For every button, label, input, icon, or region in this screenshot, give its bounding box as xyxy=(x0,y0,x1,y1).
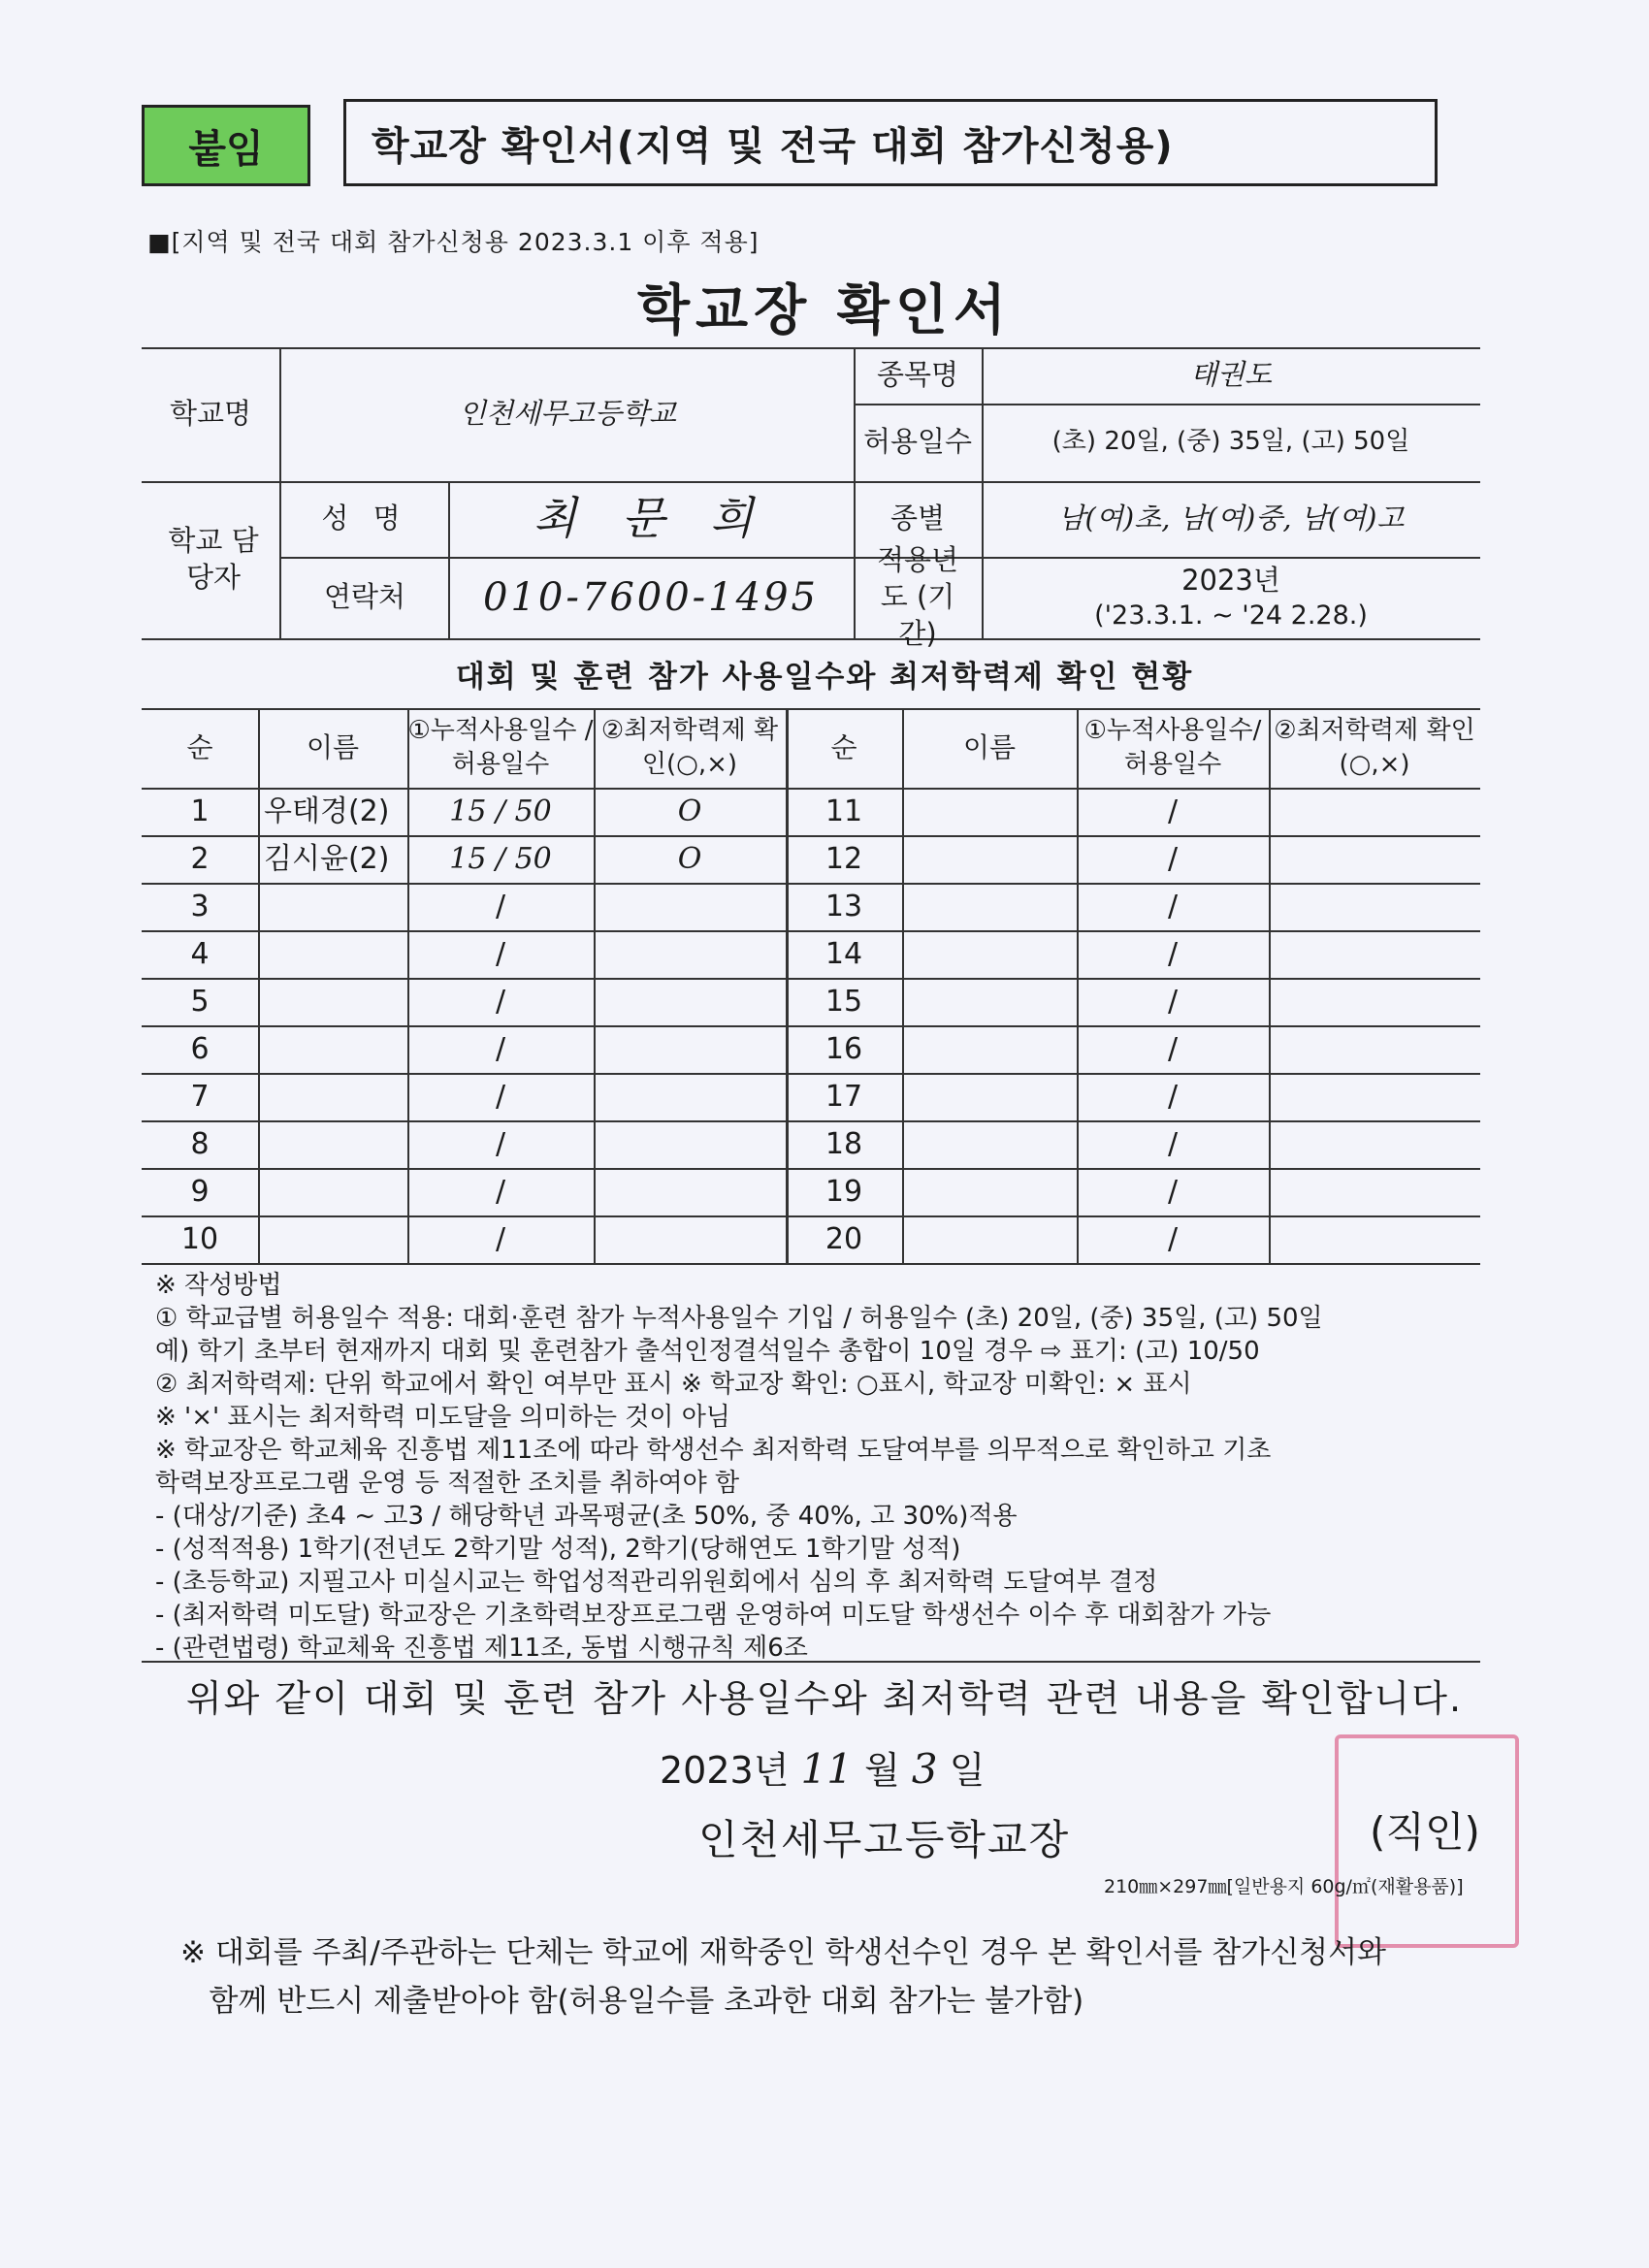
row-academic-check xyxy=(1269,1215,1480,1263)
row-number: 1 xyxy=(190,794,210,828)
header-no: 순 xyxy=(186,731,213,764)
row-days: / xyxy=(1167,1080,1179,1114)
date-day-label: 일 xyxy=(949,1749,986,1792)
row-number: 15 xyxy=(824,985,863,1019)
row-academic-check xyxy=(594,930,786,978)
contact-label: 연락처 xyxy=(323,580,406,614)
header-days-right: ①누적사용일수/ 허용일수 xyxy=(1083,715,1262,779)
row-name xyxy=(258,1168,407,1215)
row-academic-check xyxy=(594,1073,786,1120)
row-academic-check xyxy=(1269,1168,1480,1215)
row-academic-check xyxy=(1269,788,1480,835)
row-number: 9 xyxy=(190,1175,210,1209)
issue-date xyxy=(660,1740,985,1794)
row-academic-check xyxy=(1269,883,1480,930)
row-academic-check xyxy=(594,1025,786,1073)
row-name xyxy=(902,835,1077,883)
header-title: 학교장 확인서(지역 및 전국 대회 참가신청용) xyxy=(343,99,1438,186)
row-days: / xyxy=(1167,1127,1179,1161)
row-number: 13 xyxy=(824,890,863,923)
row-name xyxy=(258,1120,407,1168)
row-days: / xyxy=(1167,794,1179,828)
note-line: ② 최저학력제: 단위 학교에서 확인 여부만 표시 ※ 학교장 확인: ○표시, 학교장 미확인: × 표시 xyxy=(155,1370,1192,1399)
row-days: / xyxy=(495,1080,506,1114)
gender-label: 종별 xyxy=(889,502,946,535)
school-name: 인천세무고등학교 xyxy=(458,397,677,431)
header-no-right: 순 xyxy=(830,731,857,764)
row-days: / xyxy=(1167,1032,1179,1066)
row-number: 3 xyxy=(190,890,210,923)
note-line: - (최저학력 미도달) 학교장은 기초학력보장프로그램 운영하여 미도달 학생선수 이수 후 대회참가 가능 xyxy=(155,1601,1272,1630)
row-number: 14 xyxy=(824,937,863,971)
date-day: 3 xyxy=(911,1745,938,1793)
row-days: 15 / 50 xyxy=(449,842,552,876)
footer-line: ※ 대회를 주최/주관하는 단체는 학교에 재학중인 학생선수인 경우 본 확인서를 참가신청서와 xyxy=(180,1935,1386,1970)
row-name xyxy=(902,930,1077,978)
row-number: 11 xyxy=(824,794,863,828)
row-academic-check xyxy=(594,1120,786,1168)
row-days: / xyxy=(1167,1175,1179,1209)
row-number: 16 xyxy=(824,1032,863,1066)
row-number: 20 xyxy=(824,1222,863,1256)
row-name xyxy=(258,930,407,978)
row-days: / xyxy=(495,1175,506,1209)
year-value: 2023년 xyxy=(1181,563,1280,597)
row-name xyxy=(902,788,1077,835)
row-name: 우태경(2) xyxy=(264,794,390,828)
attachment-badge: 붙임 xyxy=(142,105,310,186)
contact-value: 010-7600-1495 xyxy=(483,575,819,620)
row-number: 4 xyxy=(190,937,210,971)
footer-note xyxy=(180,1928,1538,2025)
seal-label: (직인) xyxy=(1370,1808,1480,1856)
note-line: - (성적적용) 1학기(전년도 2학기말 성적), 2학기(당해연도 1학기말 성적) xyxy=(155,1535,961,1564)
row-academic-check xyxy=(1269,930,1480,978)
row-name xyxy=(902,1215,1077,1263)
row-academic-check: O xyxy=(677,794,702,828)
row-days: / xyxy=(1167,890,1179,923)
date-month-label: 월 xyxy=(864,1749,900,1792)
row-name xyxy=(902,1168,1077,1215)
row-days: / xyxy=(495,1222,506,1256)
row-days: / xyxy=(495,890,506,923)
row-number: 10 xyxy=(180,1222,219,1256)
row-name xyxy=(902,1025,1077,1073)
note-line: ※ '×' 표시는 최저학력 미도달을 의미하는 것이 아님 xyxy=(155,1403,730,1432)
row-days: / xyxy=(1167,985,1179,1019)
school-label: 학교명 xyxy=(169,397,252,431)
note-line: - (초등학교) 지필고사 미실시교는 학업성적관리위원회에서 심의 후 최저학력 도달여부 결정 xyxy=(155,1568,1158,1597)
note-line: - (대상/기준) 초4 ~ 고3 / 해당학년 과목평균(초 50%, 중 40%, 고 30%)적용 xyxy=(155,1502,1018,1531)
footer-line: 함께 반드시 제출받아야 함(허용일수를 초과한 대회 참가는 불가함) xyxy=(180,1984,1084,2019)
row-academic-check xyxy=(594,978,786,1025)
row-name xyxy=(902,1073,1077,1120)
gender-value: 남(여)초, 남(여)중, 남(여)고 xyxy=(1057,502,1405,535)
principal-name: 인천세무고등학교장 xyxy=(698,1816,1071,1863)
row-academic-check xyxy=(1269,835,1480,883)
paper-spec: 210㎜×297㎜[일반용지 60g/㎡(재활용품)] xyxy=(1104,1876,1464,1897)
row-days: / xyxy=(1167,842,1179,876)
sport-value: 태권도 xyxy=(1189,358,1273,392)
name-label: 성 명 xyxy=(321,502,408,535)
manager-label: 학교 담당자 xyxy=(168,524,259,594)
row-name xyxy=(258,1215,407,1263)
header-name-right: 이름 xyxy=(962,731,1017,764)
row-days: / xyxy=(495,985,506,1019)
row-academic-check xyxy=(1269,1073,1480,1120)
row-days: / xyxy=(495,1032,506,1066)
header-days: ①누적사용일수 /허용일수 xyxy=(407,715,594,779)
note-line: - (관련법령) 학교체육 진흥법 제11조, 동법 시행규칙 제6조 xyxy=(155,1634,808,1663)
row-number: 18 xyxy=(824,1127,863,1161)
row-name xyxy=(258,978,407,1025)
note-line: 예) 학기 초부터 현재까지 대회 및 훈련참가 출석인정결석일수 총합이 10일 경우 ⇨ 표기: (고) 10/50 xyxy=(155,1337,1260,1366)
row-number: 8 xyxy=(190,1127,210,1161)
writing-guide xyxy=(155,1269,1494,1665)
row-academic-check xyxy=(1269,1120,1480,1168)
row-number: 2 xyxy=(190,842,210,876)
row-academic-check xyxy=(594,1168,786,1215)
note-line: ※ 작성방법 xyxy=(155,1271,282,1300)
note-line: 학력보장프로그램 운영 등 적절한 조치를 취하여야 함 xyxy=(155,1469,740,1498)
note-line: ① 학교급별 허용일수 적용: 대회·훈련 참가 누적사용일수 기입 / 허용일수 (초) 20일, (중) 35일, (고) 50일 xyxy=(155,1304,1323,1333)
row-name xyxy=(258,1025,407,1073)
row-number: 6 xyxy=(190,1032,210,1066)
header-name: 이름 xyxy=(306,731,360,764)
row-days: / xyxy=(495,937,506,971)
row-name xyxy=(258,1073,407,1120)
document-title: 학교장 확인서 xyxy=(636,279,1013,342)
year-period: ('23.3.1. ~ '24 2.28.) xyxy=(1094,600,1368,632)
header-academic: ②최저학력제 확인(○,×) xyxy=(600,715,779,779)
row-academic-check xyxy=(1269,1025,1480,1073)
row-days: 15 / 50 xyxy=(449,794,552,828)
row-days: / xyxy=(495,1127,506,1161)
header-academic-right: ②최저학력제 확인(○,×) xyxy=(1274,715,1475,779)
applicable-note: ■[지역 및 전국 대회 참가신청용 2023.3.1 이후 적용] xyxy=(147,228,760,256)
row-academic-check xyxy=(1269,978,1480,1025)
row-name: 김시윤(2) xyxy=(264,842,390,876)
row-academic-check xyxy=(594,1215,786,1263)
manager-name: 최 문 희 xyxy=(533,492,769,545)
row-days: / xyxy=(1167,1222,1179,1256)
year-label: 적용년도 (기간) xyxy=(876,543,959,650)
allowed-value: (초) 20일, (중) 35일, (고) 50일 xyxy=(1051,427,1410,457)
note-line: ※ 학교장은 학교체육 진흥법 제11조에 따라 학생선수 최저학력 도달여부를 의무적으로 확인하고 기초 xyxy=(155,1436,1272,1465)
year-cell xyxy=(982,557,1480,638)
allowed-label: 허용일수 xyxy=(862,425,973,459)
row-academic-check: O xyxy=(677,842,702,876)
row-number: 12 xyxy=(824,842,863,876)
row-number: 17 xyxy=(824,1080,863,1114)
row-number: 19 xyxy=(824,1175,863,1209)
row-name xyxy=(902,1120,1077,1168)
sport-label: 종목명 xyxy=(876,358,959,392)
row-days: / xyxy=(1167,937,1179,971)
row-number: 7 xyxy=(190,1080,210,1114)
row-name xyxy=(902,883,1077,930)
usage-table-title: 대회 및 훈련 참가 사용일수와 최저학력제 확인 현황 xyxy=(455,660,1194,695)
row-number: 5 xyxy=(190,985,210,1019)
date-year: 2023년 xyxy=(660,1749,790,1792)
confirmation-statement: 위와 같이 대회 및 훈련 참가 사용일수와 최저학력 관련 내용을 확인합니다. xyxy=(185,1677,1464,1720)
row-academic-check xyxy=(594,883,786,930)
date-month: 11 xyxy=(800,1745,853,1793)
row-name xyxy=(258,883,407,930)
row-name xyxy=(902,978,1077,1025)
